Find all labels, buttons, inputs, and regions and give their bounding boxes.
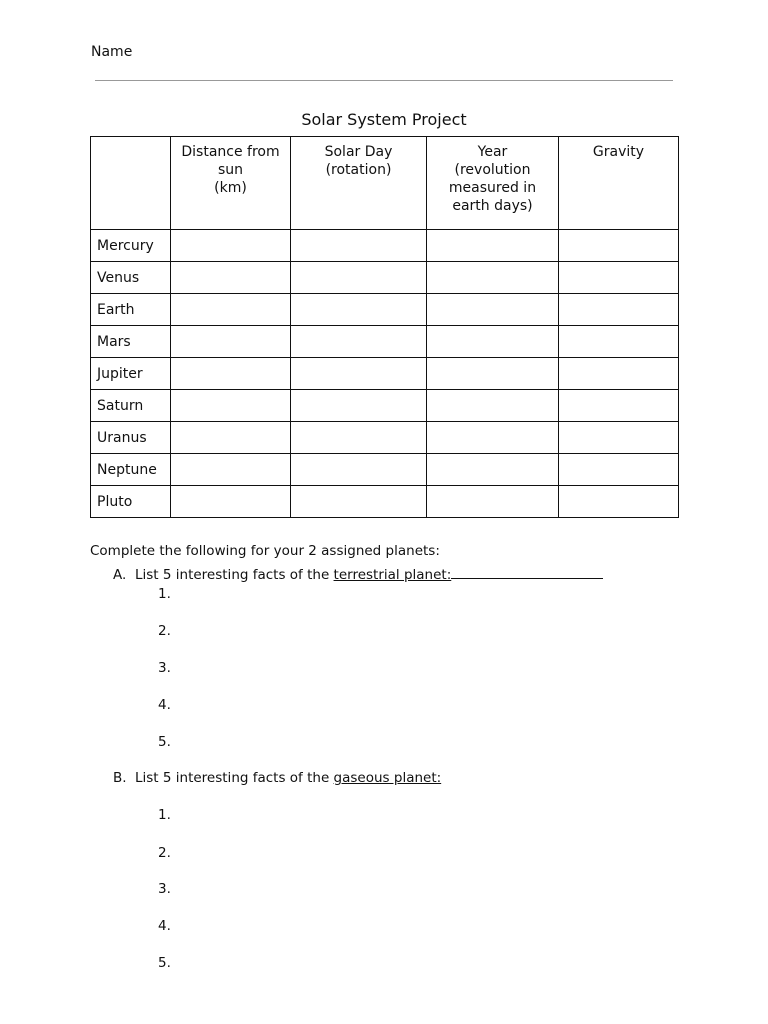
fact-number: 5. [158,955,171,971]
planet-name: Saturn [91,390,171,422]
solar-day-cell[interactable] [291,422,427,454]
table-row [91,262,679,294]
section-b [113,770,441,786]
table-header-row [91,137,679,230]
header-cell-planet [91,137,171,230]
name-field-line[interactable] [95,80,673,81]
table-row [91,390,679,422]
section-letter: B. [113,770,127,786]
year-cell[interactable] [427,454,559,486]
solar-day-cell[interactable] [291,454,427,486]
year-cell[interactable] [427,262,559,294]
planet-name: Earth [91,294,171,326]
year-cell[interactable] [427,358,559,390]
solar-day-cell[interactable] [291,486,427,518]
fact-number: 1. [158,586,171,602]
distance-cell[interactable] [171,230,291,262]
solar-day-cell[interactable] [291,390,427,422]
distance-cell[interactable] [171,262,291,294]
page-title: Solar System Project [301,110,467,129]
distance-cell[interactable] [171,486,291,518]
gravity-cell[interactable] [559,262,679,294]
section-a [113,565,603,583]
gravity-cell[interactable] [559,422,679,454]
solar-day-cell[interactable] [291,262,427,294]
solar-day-cell[interactable] [291,326,427,358]
gravity-cell[interactable] [559,326,679,358]
fact-number: 2. [158,845,171,861]
fact-number: 1. [158,807,171,823]
planet-name: Uranus [91,422,171,454]
distance-cell[interactable] [171,294,291,326]
solar-day-cell[interactable] [291,230,427,262]
table-row [91,358,679,390]
name-label: Name [91,44,133,60]
header-cell-distance: Distance from sun (km) [171,137,291,230]
distance-cell[interactable] [171,390,291,422]
table-row [91,230,679,262]
header-cell-solar-day: Solar Day (rotation) [291,137,427,230]
gravity-cell[interactable] [559,486,679,518]
distance-cell[interactable] [171,358,291,390]
answer-blank[interactable] [451,565,603,579]
section-letter: A. [113,567,127,583]
section-topic: terrestrial planet: [333,567,452,583]
fact-number: 4. [158,918,171,934]
distance-cell[interactable] [171,454,291,486]
year-cell[interactable] [427,326,559,358]
fact-number: 4. [158,697,171,713]
fact-number: 3. [158,660,171,676]
fact-number: 3. [158,881,171,897]
solar-day-cell[interactable] [291,358,427,390]
gravity-cell[interactable] [559,294,679,326]
fact-number: 5. [158,734,171,750]
planet-name: Mars [91,326,171,358]
planet-name: Mercury [91,230,171,262]
planet-name: Jupiter [91,358,171,390]
gravity-cell[interactable] [559,230,679,262]
table-row [91,294,679,326]
year-cell[interactable] [427,230,559,262]
table-row [91,422,679,454]
gravity-cell[interactable] [559,390,679,422]
distance-cell[interactable] [171,326,291,358]
section-topic: gaseous planet: [333,770,442,786]
planet-data-table [90,136,679,518]
year-cell[interactable] [427,422,559,454]
fact-number: 2. [158,623,171,639]
section-prefix: List 5 interesting facts of the [135,770,334,786]
section-prefix: List 5 interesting facts of the [135,567,334,583]
instructions-intro: Complete the following for your 2 assigned planets: [90,543,440,559]
header-cell-gravity: Gravity [559,137,679,230]
table-row [91,326,679,358]
gravity-cell[interactable] [559,454,679,486]
gravity-cell[interactable] [559,358,679,390]
planet-name: Neptune [91,454,171,486]
year-cell[interactable] [427,390,559,422]
planet-name: Venus [91,262,171,294]
solar-day-cell[interactable] [291,294,427,326]
distance-cell[interactable] [171,422,291,454]
year-cell[interactable] [427,294,559,326]
year-cell[interactable] [427,486,559,518]
planet-name: Pluto [91,486,171,518]
header-cell-year: Year (revolution measured in earth days) [427,137,559,230]
table-row [91,486,679,518]
table-row [91,454,679,486]
